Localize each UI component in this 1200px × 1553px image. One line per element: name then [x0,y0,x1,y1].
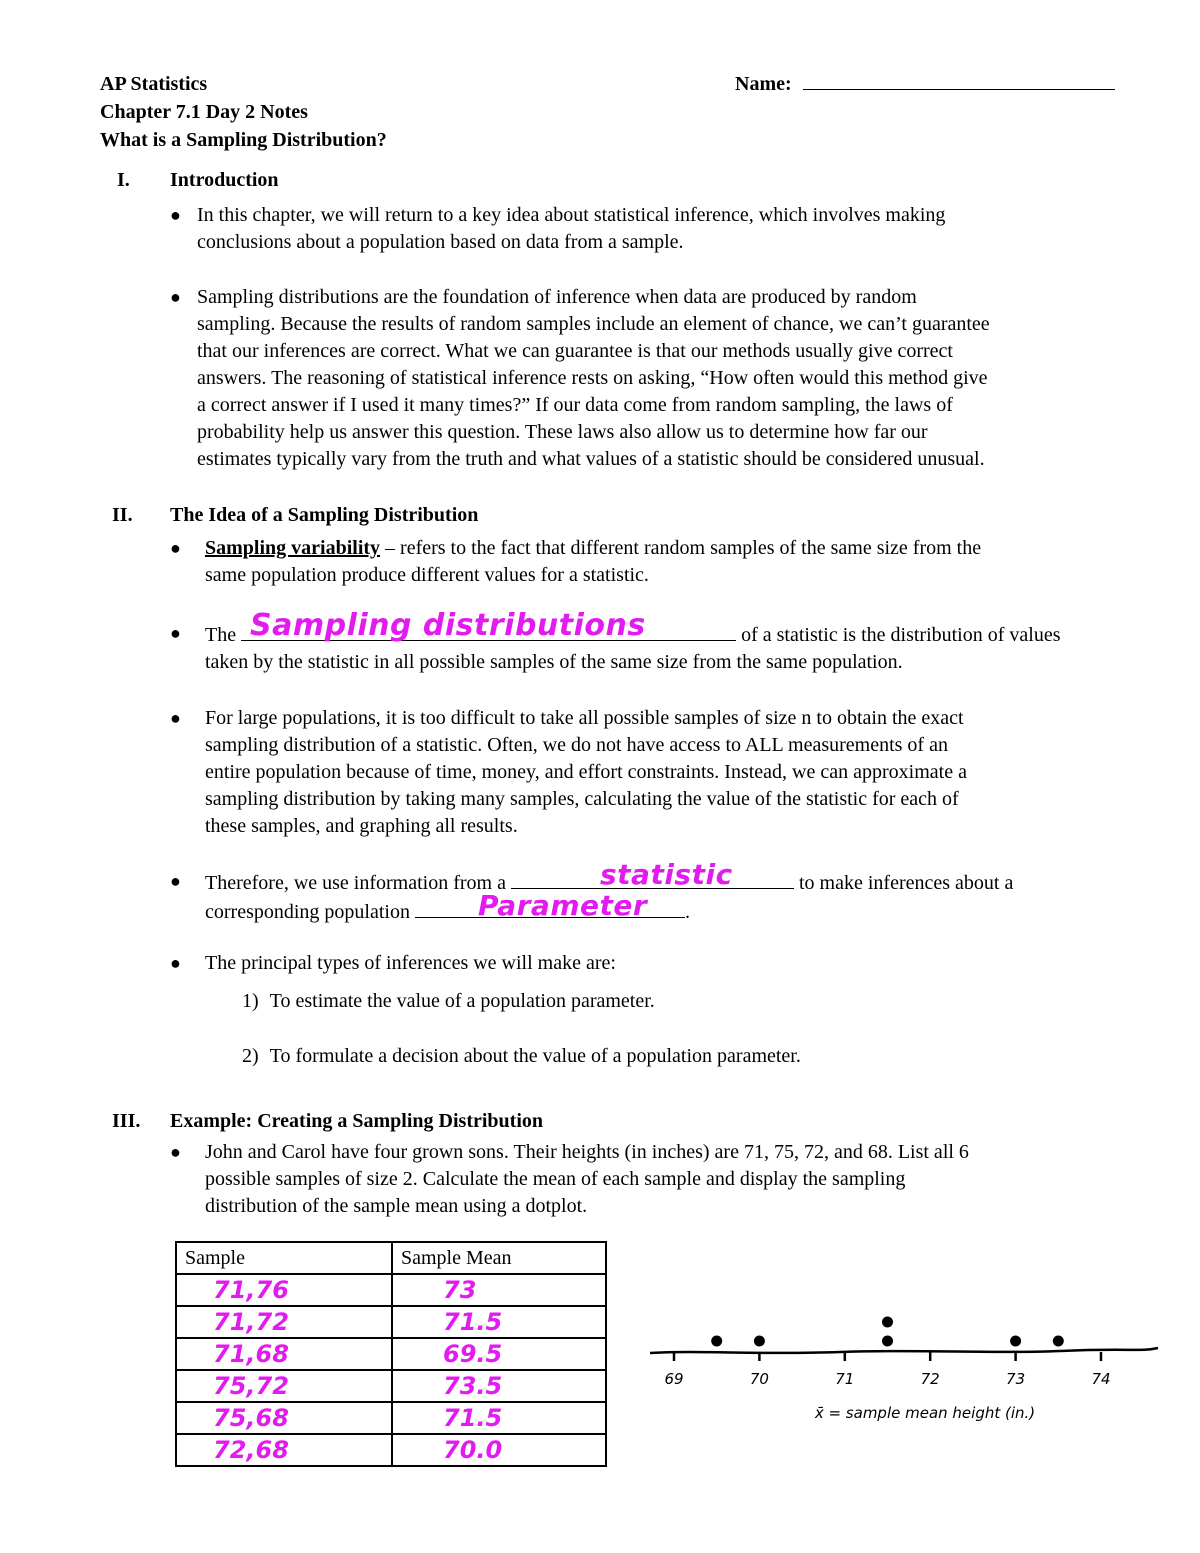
table-row [176,1370,606,1402]
dotplot-dots [711,1317,1064,1347]
principal-inferences-intro: The principal types of inferences we will make are: [205,952,616,974]
header-sample: Sample [176,1242,392,1274]
intro-paragraph-1: In this chapter, we will return to a key idea about statistical inference, which involves making conclusions about a population based on data from a sample. [197,204,946,253]
sample-cell: 75,72 [176,1370,392,1402]
bullet-icon: ● [170,538,181,558]
section-numeral-1: I. [117,169,130,191]
course-title: AP Statistics [100,73,208,95]
bullet-icon: ● [170,1142,181,1162]
header-sample-mean: Sample Mean [392,1242,606,1274]
bullet-icon: ● [170,287,181,307]
dotplot-x-label: x̄ = sample mean height (in.) [814,1404,1036,1422]
table-header-row [176,1242,606,1274]
name-blank[interactable] [803,71,1115,90]
sample-mean-dotplot [640,1300,1170,1430]
intro-paragraph-2: Sampling distributions are the foundation of inference when data are produced by random sampling. Because the results of random samples include an element of chance, we can’t guarantee that our inferences are correct. What we can guarantee is that our methods usually give correct answers. The reasoning of statistical inference rests on asking, “How often would this method give a correct answer if I used it many times?” If our data come from random sampling, the laws of probability help us answer this question. These laws also allow us to determine how far our estimates typically vary from the truth and what values of a statistic should be considered unusual. [197,286,990,470]
table-row [176,1338,606,1370]
svg-text:70: 70 [749,1370,769,1388]
bullet-icon: ● [170,953,181,973]
mean-cell: 69.5 [392,1338,606,1370]
dotplot-tick-labels [664,1370,1110,1388]
sampling-variability-definition: Sampling variability – refers to the fact that different random samples of the same size from the same population produce different values for a statistic. [205,537,982,586]
example-prompt: John and Carol have four grown sons. Their heights (in inches) are 71, 75, 72, and 68. List all 6 possible samples of size 2. Calculate the mean of each sample and display the sampling distribution of the sample mean using a dotplot. [205,1141,969,1217]
section-title-introduction: Introduction [170,169,279,191]
sample-cell: 71,68 [176,1338,392,1370]
sample-cell: 72,68 [176,1434,392,1466]
statistic-parameter-sentence: Therefore, we use information from a to make inferences about a corresponding population . [205,868,1013,926]
svg-text:73: 73 [1006,1370,1026,1388]
svg-text:72: 72 [920,1370,940,1388]
inference-type-2: 2) To formulate a decision about the value of a population parameter. [242,1045,801,1067]
mean-cell: 71.5 [392,1402,606,1434]
sample-cell: 71,72 [176,1306,392,1338]
handwritten-answer-sampling-distributions: Sampling distributions [250,608,646,643]
bullet-icon: ● [170,205,181,225]
svg-text:74: 74 [1091,1370,1111,1388]
mean-cell: 71.5 [392,1306,606,1338]
sample-cell: 75,68 [176,1402,392,1434]
section-title-example: Example: Creating a Sampling Distribution [170,1110,543,1132]
mean-cell: 70.0 [392,1434,606,1466]
bullet-icon: ● [170,708,181,728]
bullet-icon: ● [170,871,181,891]
handwritten-answer-statistic: statistic [600,858,733,891]
table-row [176,1274,606,1306]
large-populations-paragraph: For large populations, it is too difficult to take all possible samples of size n to obtain the exact sampling distribution of a statistic. Often, we do not have access to ALL measurements of an entire population because of time, money, and effort constraints. Instead, we can approximate a sampling distribution by taking many samples, calculating the value of the statistic for each of these samples, and graphing all results. [205,707,967,837]
table-row [176,1434,606,1466]
bullet-icon: ● [170,623,181,643]
sampling-distribution-definition: The of a statistic is the distribution of values taken by the statistic in all possible samples of the same size from the same population. [205,620,1061,676]
term-sampling-variability: Sampling variability [205,537,381,559]
chapter-title: Chapter 7.1 Day 2 Notes [100,101,308,123]
sample-means-table [175,1241,607,1467]
svg-text:69: 69 [664,1370,684,1388]
name-label: Name: [735,73,792,95]
table-row [176,1402,606,1434]
inference-type-1: 1) To estimate the value of a population parameter. [242,990,655,1012]
page-title: What is a Sampling Distribution? [100,129,387,151]
sample-cell: 71,76 [176,1274,392,1306]
section-numeral-3: III. [112,1110,141,1132]
name-field[interactable] [735,70,1115,98]
handwritten-answer-parameter: Parameter [478,889,648,922]
section-title-idea: The Idea of a Sampling Distribution [170,504,479,526]
table-row [176,1306,606,1338]
mean-cell: 73 [392,1274,606,1306]
svg-text:71: 71 [835,1370,855,1388]
mean-cell: 73.5 [392,1370,606,1402]
section-numeral-2: II. [112,504,133,526]
dotplot-axis [650,1348,1158,1353]
